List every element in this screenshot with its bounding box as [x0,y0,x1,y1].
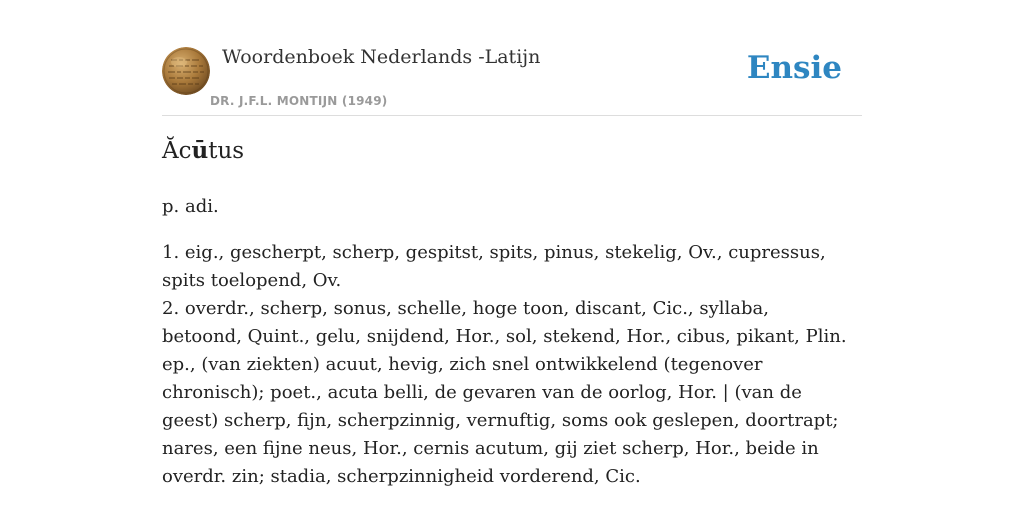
author-line: DR. J.F.L. MONTIJN (1949) [210,94,388,108]
headword-prefix: Ăc [162,138,192,164]
dictionary-header [162,0,862,116]
headword [162,137,244,164]
sense-2: 2. overdr., scherp, sonus, schelle, hoge toon, discant, Cic., syllaba, betoond, Quint., gelu, snijdend, Hor., sol, stekend, Hor., cibus, pikant, Plin. ep., (van ziekten) acuut, hevig, zich snel ontwikkelend (tegenover chronisch); poet., acuta belli, de gevaren van de oorlog, Hor. | (van de geest) scherp, fijn, scherpzinnig, vernuftig, soms ook geslepen, doortrapt; nares, een fijne neus, Hor., cernis acutum, gij ziet scherp, Hor., beide in overdr. zin; stadia, scherpzinnigheid vorderend, Cic. [162,298,847,487]
ensie-logo-link[interactable]: Ensie [746,50,842,86]
definition-body [162,239,852,491]
headword-stressed-vowel: ū [191,137,209,164]
grammar-label: p. adi. [162,196,219,217]
entry-card [162,0,862,487]
bronze-seal-icon [162,47,210,95]
headword-suffix: tus [208,138,245,164]
sense-1: 1. eig., gescherpt, scherp, gespitst, spits, pinus, stekelig, Ov., cupressus, spits toelopend, Ov. [162,242,826,291]
dictionary-title[interactable]: Woordenboek Nederlands -Latijn [222,46,541,68]
